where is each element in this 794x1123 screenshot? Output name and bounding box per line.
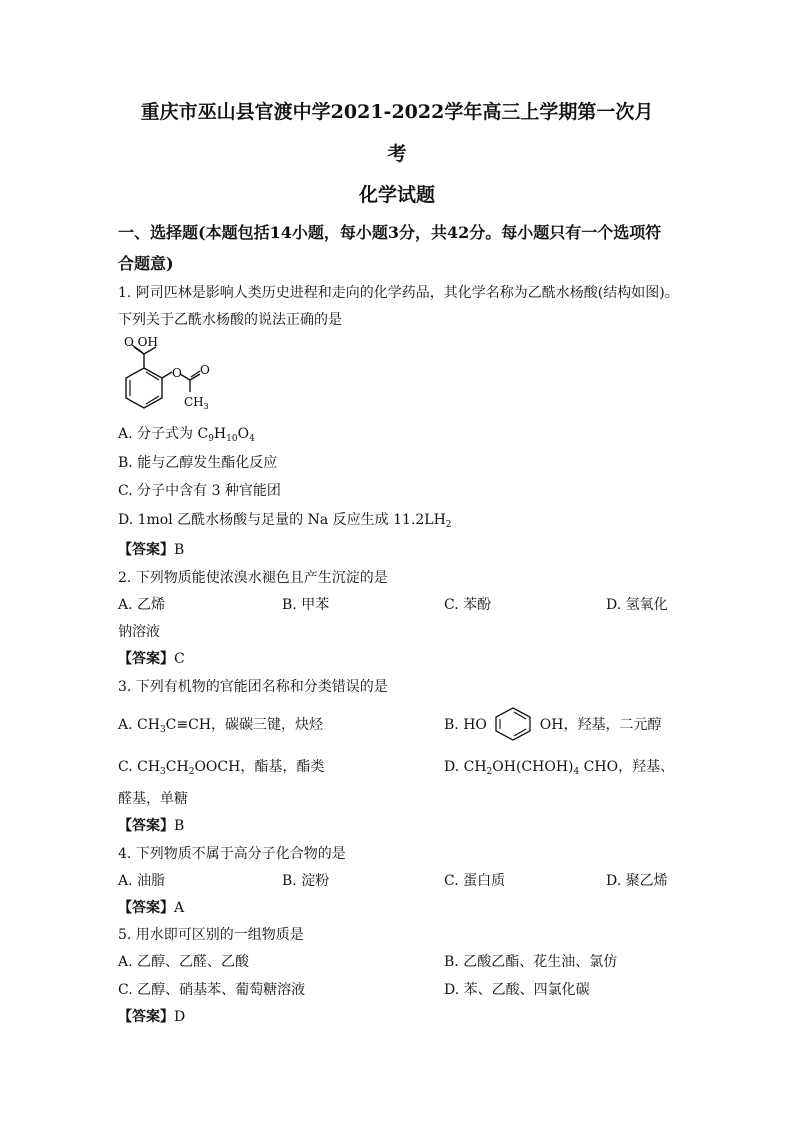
q4-option-d: D. 聚乙烯: [606, 873, 668, 889]
aspirin-label-ch3: $CH_3$: [184, 395, 209, 411]
subject-title: 化学试题: [358, 184, 435, 206]
aspirin-structure: [118, 334, 228, 414]
q1-option-b: B. 能与乙醇发生酯化反应: [118, 455, 278, 471]
q2-answer: 【答案】C: [118, 651, 185, 667]
q3-option-d-cont: 醛基，单糖: [118, 791, 188, 807]
aspirin-label-cooh: O OH: [124, 335, 158, 349]
q5-option-d: D. 苯、乙酸、四氯化碳: [444, 982, 590, 998]
q5-option-b: B. 乙酸乙酯、花生油、氯仿: [444, 954, 618, 970]
q3-option-b: B. HO OH，羟基，二元醇: [444, 716, 661, 734]
q2-option-d-cont: 钠溶液: [118, 624, 160, 640]
q2-stem: 2. 下列物质能使浓溴水褪色且产生沉淀的是: [118, 570, 388, 586]
q3-option-a: A. $CH_3C\equiv CH$，碳碳三键，炔烃: [118, 717, 324, 735]
q3-answer: 【答案】B: [118, 818, 185, 834]
q1-answer: 【答案】B: [118, 542, 185, 558]
aspirin-label-carbonyl-o: O: [200, 363, 210, 377]
q1-stem-line2: 下列关于乙酰水杨酸的说法正确的是: [118, 312, 342, 328]
q1-stem-line1: 1. 阿司匹林是影响人类历史进程和走向的化学药品，其化学名称为乙酰水杨酸(结构如图)。: [118, 285, 679, 301]
q3-option-c: C. $CH_3CH_2OOCH$，酯基，酯类: [118, 759, 325, 777]
q4-answer: 【答案】A: [118, 900, 185, 916]
q5-option-c: C. 乙醇、硝基苯、葡萄糖溶液: [118, 982, 306, 998]
section-heading-line1: 一、选择题(本题包括14小题，每小题3分，共42分。每小题只有一个选项符: [118, 223, 662, 242]
exam-title-line1: 重庆市巫山县官渡中学2021-2022学年高三上学期第一次月: [140, 101, 654, 123]
q2-option-c: C. 苯酚: [444, 597, 492, 613]
q3-stem: 3. 下列有机物的官能团名称和分类错误的是: [118, 679, 388, 695]
q1-option-c: C. 分子中含有 3 种官能团: [118, 483, 281, 499]
q4-option-b: B. 淀粉: [282, 873, 330, 889]
q4-option-c: C. 蛋白质: [444, 873, 506, 889]
q4-option-a: A. 油脂: [118, 873, 166, 889]
benzene-ring-icon: [491, 706, 535, 742]
q3-option-d: D. $CH_2OH(CHOH)_4$ CHO，羟基、: [444, 759, 675, 777]
q1-option-d: D. 1mol 乙酰水杨酸与足量的 Na 反应生成 $11.2LH_2$: [118, 512, 452, 530]
q5-answer: 【答案】D: [118, 1009, 186, 1025]
q1-option-a: A. 分子式为 $C_9H_{10}O_4$: [118, 426, 255, 444]
aspirin-label-ester-o: O: [172, 366, 182, 380]
q2-option-b: B. 甲苯: [282, 597, 330, 613]
q2-option-d: D. 氢氧化: [606, 597, 668, 613]
q5-option-a: A. 乙醇、乙醛、乙酸: [118, 954, 250, 970]
exam-title-line2: 考: [387, 143, 407, 165]
q4-stem: 4. 下列物质不属于高分子化合物的是: [118, 846, 346, 862]
q5-stem: 5. 用水即可区别的一组物质是: [118, 927, 304, 943]
q2-option-a: A. 乙烯: [118, 597, 166, 613]
section-heading-line2: 合题意): [118, 254, 174, 273]
